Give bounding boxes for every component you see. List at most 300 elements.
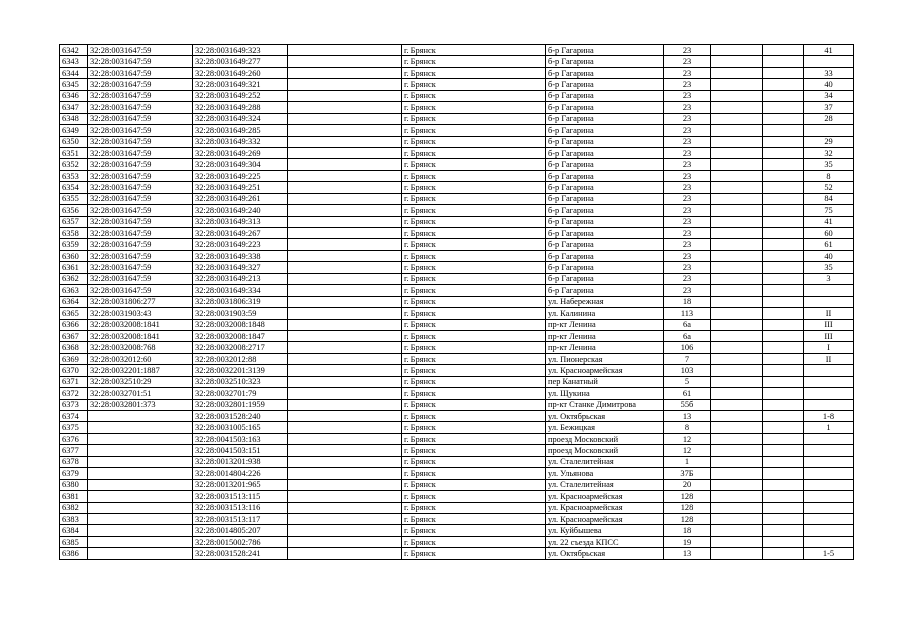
empty-column-cell [288, 136, 402, 147]
apartment-number-cell [804, 376, 854, 387]
building-number-cell [711, 365, 763, 376]
row-number-cell: 6367 [60, 330, 88, 341]
parent-cadastral-number-cell: 32:28:0032510:29 [88, 376, 193, 387]
apartment-number-cell: II [804, 308, 854, 319]
building-number-cell [711, 376, 763, 387]
parent-cadastral-number-cell [88, 411, 193, 422]
empty-column-cell [288, 147, 402, 158]
structure-number-cell [763, 228, 804, 239]
table-row [60, 411, 854, 422]
parent-cadastral-number-cell [88, 548, 193, 559]
structure-number-cell [763, 513, 804, 524]
cadastral-number-cell: 32:28:0032701:79 [193, 388, 288, 399]
parent-cadastral-number-cell [88, 491, 193, 502]
street-cell: пр-кт Ленина [546, 330, 664, 341]
apartment-number-cell: 8 [804, 170, 854, 181]
house-number-cell: 103 [664, 365, 711, 376]
street-cell: б-р Гагарина [546, 205, 664, 216]
structure-number-cell [763, 456, 804, 467]
city-cell: г. Брянск [402, 273, 546, 284]
empty-column-cell [288, 353, 402, 364]
table-row [60, 319, 854, 330]
house-number-cell: 23 [664, 170, 711, 181]
cadastral-number-cell: 32:28:0031649:225 [193, 170, 288, 181]
table-row [60, 399, 854, 410]
city-cell: г. Брянск [402, 536, 546, 547]
parent-cadastral-number-cell: 32:28:0032801:373 [88, 399, 193, 410]
building-number-cell [711, 262, 763, 273]
table-row [60, 308, 854, 319]
street-cell: ул. Щукина [546, 388, 664, 399]
row-number-cell: 6379 [60, 468, 88, 479]
table-row [60, 330, 854, 341]
apartment-number-cell [804, 468, 854, 479]
street-cell: ул. Красноармейская [546, 365, 664, 376]
city-cell: г. Брянск [402, 365, 546, 376]
structure-number-cell [763, 376, 804, 387]
parent-cadastral-number-cell: 32:28:0032008:768 [88, 342, 193, 353]
row-number-cell: 6375 [60, 422, 88, 433]
cadastral-number-cell: 32:28:0031649:338 [193, 250, 288, 261]
row-number-cell: 6384 [60, 525, 88, 536]
apartment-number-cell: 34 [804, 90, 854, 101]
structure-number-cell [763, 67, 804, 78]
cadastral-number-cell: 32:28:0031528:241 [193, 548, 288, 559]
building-number-cell [711, 125, 763, 136]
city-cell: г. Брянск [402, 330, 546, 341]
city-cell: г. Брянск [402, 296, 546, 307]
structure-number-cell [763, 90, 804, 101]
street-cell: б-р Гагарина [546, 182, 664, 193]
house-number-cell: 37Б [664, 468, 711, 479]
apartment-number-cell: 35 [804, 159, 854, 170]
building-number-cell [711, 342, 763, 353]
cadastral-number-cell: 32:28:0031649:332 [193, 136, 288, 147]
building-number-cell [711, 273, 763, 284]
structure-number-cell [763, 411, 804, 422]
apartment-number-cell: 1 [804, 422, 854, 433]
empty-column-cell [288, 170, 402, 181]
city-cell: г. Брянск [402, 56, 546, 67]
parent-cadastral-number-cell: 32:28:0032008:1841 [88, 330, 193, 341]
building-number-cell [711, 548, 763, 559]
building-number-cell [711, 445, 763, 456]
city-cell: г. Брянск [402, 159, 546, 170]
empty-column-cell [288, 193, 402, 204]
empty-column-cell [288, 90, 402, 101]
building-number-cell [711, 353, 763, 364]
structure-number-cell [763, 422, 804, 433]
empty-column-cell [288, 205, 402, 216]
empty-column-cell [288, 45, 402, 56]
table-row [60, 468, 854, 479]
cadastral-number-cell: 32:28:0015002:786 [193, 536, 288, 547]
building-number-cell [711, 479, 763, 490]
building-number-cell [711, 468, 763, 479]
building-number-cell [711, 433, 763, 444]
row-number-cell: 6346 [60, 90, 88, 101]
street-cell: б-р Гагарина [546, 113, 664, 124]
house-number-cell: 23 [664, 250, 711, 261]
empty-column-cell [288, 239, 402, 250]
structure-number-cell [763, 285, 804, 296]
apartment-number-cell [804, 399, 854, 410]
row-number-cell: 6376 [60, 433, 88, 444]
building-number-cell [711, 205, 763, 216]
apartment-number-cell: II [804, 353, 854, 364]
street-cell: ул. Пионерская [546, 353, 664, 364]
cadastral-number-cell: 32:28:0031649:327 [193, 262, 288, 273]
apartment-number-cell [804, 456, 854, 467]
parent-cadastral-number-cell: 32:28:0031647:59 [88, 216, 193, 227]
street-cell: ул. Октябрьская [546, 411, 664, 422]
parent-cadastral-number-cell: 32:28:0031647:59 [88, 159, 193, 170]
city-cell: г. Брянск [402, 548, 546, 559]
cadastral-number-cell: 32:28:0031649:323 [193, 45, 288, 56]
table-row [60, 273, 854, 284]
house-number-cell: 20 [664, 479, 711, 490]
apartment-number-cell [804, 445, 854, 456]
structure-number-cell [763, 468, 804, 479]
empty-column-cell [288, 376, 402, 387]
apartment-number-cell [804, 513, 854, 524]
house-number-cell: 23 [664, 239, 711, 250]
city-cell: г. Брянск [402, 285, 546, 296]
table-row [60, 342, 854, 353]
cadastral-number-cell: 32:28:0032008:1848 [193, 319, 288, 330]
city-cell: г. Брянск [402, 193, 546, 204]
house-number-cell: 18 [664, 525, 711, 536]
structure-number-cell [763, 216, 804, 227]
parent-cadastral-number-cell: 32:28:0031647:59 [88, 90, 193, 101]
apartment-number-cell [804, 285, 854, 296]
structure-number-cell [763, 536, 804, 547]
building-number-cell [711, 411, 763, 422]
structure-number-cell [763, 479, 804, 490]
city-cell: г. Брянск [402, 319, 546, 330]
street-cell: пр-кт Ленина [546, 319, 664, 330]
table-row [60, 113, 854, 124]
city-cell: г. Брянск [402, 479, 546, 490]
building-number-cell [711, 456, 763, 467]
empty-column-cell [288, 308, 402, 319]
table-row [60, 433, 854, 444]
city-cell: г. Брянск [402, 170, 546, 181]
apartment-number-cell: 1-8 [804, 411, 854, 422]
cadastral-number-cell: 32:28:0031649:213 [193, 273, 288, 284]
building-number-cell [711, 90, 763, 101]
structure-number-cell [763, 502, 804, 513]
building-number-cell [711, 513, 763, 524]
house-number-cell: 23 [664, 182, 711, 193]
parent-cadastral-number-cell: 32:28:0032012:60 [88, 353, 193, 364]
street-cell: б-р Гагарина [546, 250, 664, 261]
house-number-cell: 128 [664, 491, 711, 502]
street-cell: ул. 22 съезда КПСС [546, 536, 664, 547]
apartment-number-cell: 40 [804, 79, 854, 90]
empty-column-cell [288, 525, 402, 536]
empty-column-cell [288, 273, 402, 284]
cadastral-number-cell: 32:28:0041503:151 [193, 445, 288, 456]
register-table [59, 44, 854, 560]
apartment-number-cell: I [804, 342, 854, 353]
empty-column-cell [288, 548, 402, 559]
structure-number-cell [763, 182, 804, 193]
structure-number-cell [763, 319, 804, 330]
row-number-cell: 6358 [60, 228, 88, 239]
row-number-cell: 6364 [60, 296, 88, 307]
cadastral-number-cell: 32:28:0013201:938 [193, 456, 288, 467]
street-cell: б-р Гагарина [546, 193, 664, 204]
structure-number-cell [763, 136, 804, 147]
house-number-cell: 23 [664, 45, 711, 56]
apartment-number-cell: III [804, 319, 854, 330]
building-number-cell [711, 250, 763, 261]
apartment-number-cell [804, 433, 854, 444]
parent-cadastral-number-cell: 32:28:0031647:59 [88, 228, 193, 239]
city-cell: г. Брянск [402, 525, 546, 536]
empty-column-cell [288, 262, 402, 273]
building-number-cell [711, 102, 763, 113]
row-number-cell: 6366 [60, 319, 88, 330]
street-cell: б-р Гагарина [546, 90, 664, 101]
house-number-cell: 19 [664, 536, 711, 547]
house-number-cell: 13 [664, 548, 711, 559]
parent-cadastral-number-cell: 32:28:0032008:1841 [88, 319, 193, 330]
table-row [60, 262, 854, 273]
structure-number-cell [763, 330, 804, 341]
empty-column-cell [288, 182, 402, 193]
parent-cadastral-number-cell: 32:28:0031647:59 [88, 193, 193, 204]
cadastral-number-cell: 32:28:0014804:226 [193, 468, 288, 479]
parent-cadastral-number-cell: 32:28:0031647:59 [88, 67, 193, 78]
house-number-cell: 12 [664, 433, 711, 444]
building-number-cell [711, 525, 763, 536]
house-number-cell: 12 [664, 445, 711, 456]
street-cell: б-р Гагарина [546, 228, 664, 239]
street-cell: б-р Гагарина [546, 56, 664, 67]
table-row [60, 125, 854, 136]
parent-cadastral-number-cell: 32:28:0031647:59 [88, 273, 193, 284]
row-number-cell: 6363 [60, 285, 88, 296]
table-row [60, 67, 854, 78]
row-number-cell: 6368 [60, 342, 88, 353]
row-number-cell: 6385 [60, 536, 88, 547]
cadastral-number-cell: 32:28:0031649:277 [193, 56, 288, 67]
apartment-number-cell: 61 [804, 239, 854, 250]
row-number-cell: 6381 [60, 491, 88, 502]
cadastral-number-cell: 32:28:0032510:323 [193, 376, 288, 387]
empty-column-cell [288, 513, 402, 524]
row-number-cell: 6353 [60, 170, 88, 181]
street-cell: б-р Гагарина [546, 262, 664, 273]
cadastral-number-cell: 32:28:0014805:207 [193, 525, 288, 536]
parent-cadastral-number-cell: 32:28:0031647:59 [88, 285, 193, 296]
house-number-cell: 55б [664, 399, 711, 410]
table-row [60, 216, 854, 227]
table-row [60, 136, 854, 147]
row-number-cell: 6354 [60, 182, 88, 193]
city-cell: г. Брянск [402, 445, 546, 456]
apartment-number-cell: 60 [804, 228, 854, 239]
empty-column-cell [288, 411, 402, 422]
street-cell: б-р Гагарина [546, 79, 664, 90]
house-number-cell: 6а [664, 319, 711, 330]
house-number-cell: 23 [664, 228, 711, 239]
street-cell: б-р Гагарина [546, 136, 664, 147]
parent-cadastral-number-cell [88, 433, 193, 444]
table-row [60, 239, 854, 250]
table-row [60, 228, 854, 239]
structure-number-cell [763, 45, 804, 56]
parent-cadastral-number-cell: 32:28:0031647:59 [88, 239, 193, 250]
empty-column-cell [288, 228, 402, 239]
building-number-cell [711, 56, 763, 67]
row-number-cell: 6370 [60, 365, 88, 376]
structure-number-cell [763, 445, 804, 456]
parent-cadastral-number-cell [88, 445, 193, 456]
house-number-cell: 23 [664, 205, 711, 216]
structure-number-cell [763, 102, 804, 113]
row-number-cell: 6382 [60, 502, 88, 513]
building-number-cell [711, 491, 763, 502]
street-cell: ул. Сталелитейная [546, 456, 664, 467]
city-cell: г. Брянск [402, 353, 546, 364]
street-cell: б-р Гагарина [546, 67, 664, 78]
street-cell: б-р Гагарина [546, 273, 664, 284]
building-number-cell [711, 79, 763, 90]
table-row [60, 525, 854, 536]
cadastral-number-cell: 32:28:0031649:240 [193, 205, 288, 216]
cadastral-number-cell: 32:28:0031649:269 [193, 147, 288, 158]
city-cell: г. Брянск [402, 411, 546, 422]
row-number-cell: 6348 [60, 113, 88, 124]
street-cell: пр-кт Ленина [546, 342, 664, 353]
street-cell: б-р Гагарина [546, 159, 664, 170]
table-row [60, 353, 854, 364]
table-row [60, 388, 854, 399]
cadastral-number-cell: 32:28:0031649:304 [193, 159, 288, 170]
empty-column-cell [288, 113, 402, 124]
row-number-cell: 6361 [60, 262, 88, 273]
cadastral-number-cell: 32:28:0032801:1959 [193, 399, 288, 410]
apartment-number-cell: 1-5 [804, 548, 854, 559]
house-number-cell: 113 [664, 308, 711, 319]
empty-column-cell [288, 102, 402, 113]
house-number-cell: 61 [664, 388, 711, 399]
structure-number-cell [763, 262, 804, 273]
row-number-cell: 6371 [60, 376, 88, 387]
structure-number-cell [763, 433, 804, 444]
house-number-cell: 8 [664, 422, 711, 433]
empty-column-cell [288, 296, 402, 307]
building-number-cell [711, 422, 763, 433]
cadastral-number-cell: 32:28:0032008:2717 [193, 342, 288, 353]
house-number-cell: 23 [664, 113, 711, 124]
parent-cadastral-number-cell: 32:28:0031647:59 [88, 250, 193, 261]
house-number-cell: 106 [664, 342, 711, 353]
empty-column-cell [288, 502, 402, 513]
structure-number-cell [763, 491, 804, 502]
parent-cadastral-number-cell: 32:28:0031903:43 [88, 308, 193, 319]
structure-number-cell [763, 239, 804, 250]
row-number-cell: 6362 [60, 273, 88, 284]
house-number-cell: 23 [664, 147, 711, 158]
structure-number-cell [763, 113, 804, 124]
city-cell: г. Брянск [402, 182, 546, 193]
row-number-cell: 6378 [60, 456, 88, 467]
parent-cadastral-number-cell: 32:28:0031647:59 [88, 125, 193, 136]
structure-number-cell [763, 273, 804, 284]
city-cell: г. Брянск [402, 513, 546, 524]
cadastral-number-cell: 32:28:0031649:285 [193, 125, 288, 136]
street-cell: ул. Сталелитейная [546, 479, 664, 490]
table-row [60, 491, 854, 502]
table-row [60, 479, 854, 490]
house-number-cell: 5 [664, 376, 711, 387]
cadastral-number-cell: 32:28:0032201:3139 [193, 365, 288, 376]
table-row [60, 170, 854, 181]
row-number-cell: 6373 [60, 399, 88, 410]
city-cell: г. Брянск [402, 502, 546, 513]
table-row [60, 250, 854, 261]
city-cell: г. Брянск [402, 216, 546, 227]
cadastral-number-cell: 32:28:0031903:59 [193, 308, 288, 319]
structure-number-cell [763, 399, 804, 410]
row-number-cell: 6356 [60, 205, 88, 216]
city-cell: г. Брянск [402, 125, 546, 136]
parent-cadastral-number-cell: 32:28:0031647:59 [88, 136, 193, 147]
apartment-number-cell: 84 [804, 193, 854, 204]
empty-column-cell [288, 399, 402, 410]
row-number-cell: 6350 [60, 136, 88, 147]
city-cell: г. Брянск [402, 205, 546, 216]
table-row [60, 56, 854, 67]
street-cell: ул. Куйбышева [546, 525, 664, 536]
city-cell: г. Брянск [402, 433, 546, 444]
row-number-cell: 6383 [60, 513, 88, 524]
row-number-cell: 6377 [60, 445, 88, 456]
empty-column-cell [288, 433, 402, 444]
house-number-cell: 128 [664, 502, 711, 513]
parent-cadastral-number-cell: 32:28:0031647:59 [88, 170, 193, 181]
empty-column-cell [288, 456, 402, 467]
house-number-cell: 23 [664, 102, 711, 113]
table-row [60, 456, 854, 467]
table-row [60, 376, 854, 387]
cadastral-number-cell: 32:28:0032008:1847 [193, 330, 288, 341]
building-number-cell [711, 170, 763, 181]
empty-column-cell [288, 491, 402, 502]
city-cell: г. Брянск [402, 342, 546, 353]
parent-cadastral-number-cell [88, 502, 193, 513]
parent-cadastral-number-cell [88, 456, 193, 467]
empty-column-cell [288, 159, 402, 170]
empty-column-cell [288, 67, 402, 78]
cadastral-number-cell: 32:28:0031649:313 [193, 216, 288, 227]
building-number-cell [711, 136, 763, 147]
building-number-cell [711, 308, 763, 319]
parent-cadastral-number-cell: 32:28:0031647:59 [88, 56, 193, 67]
street-cell: проезд Московский [546, 445, 664, 456]
table-row [60, 536, 854, 547]
row-number-cell: 6360 [60, 250, 88, 261]
house-number-cell: 23 [664, 262, 711, 273]
parent-cadastral-number-cell: 32:28:0031647:59 [88, 45, 193, 56]
structure-number-cell [763, 525, 804, 536]
structure-number-cell [763, 296, 804, 307]
empty-column-cell [288, 479, 402, 490]
